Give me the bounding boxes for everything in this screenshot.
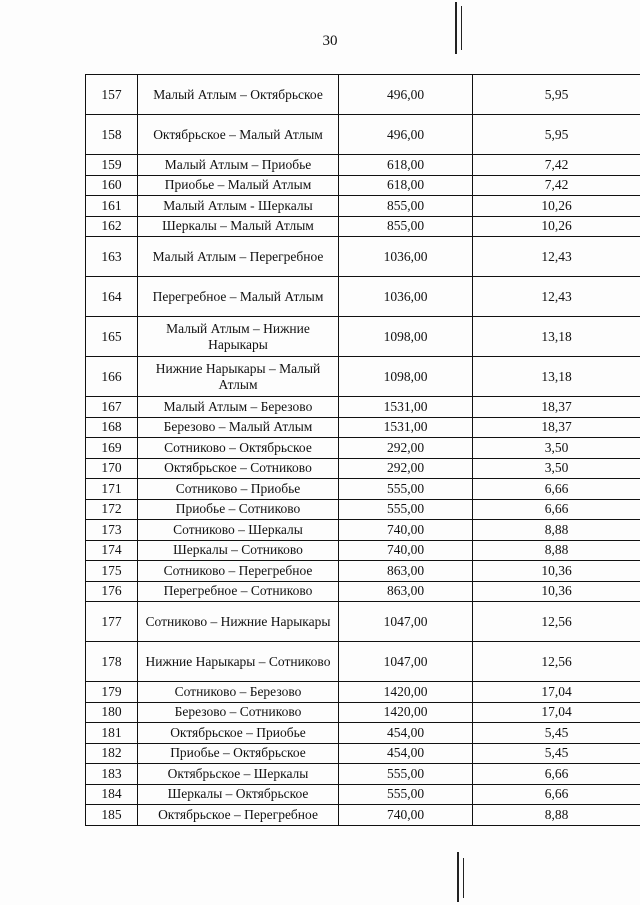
price-cell: 12,43 — [473, 277, 640, 317]
route-cell: Березово – Малый Атлым — [138, 417, 339, 438]
row-number-cell: 157 — [86, 75, 138, 115]
row-number-cell: 170 — [86, 458, 138, 479]
distance-cell: 555,00 — [339, 784, 473, 805]
route-cell: Нижние Нарыкары – Малый Атлым — [138, 357, 339, 397]
scan-mark-top-2 — [461, 6, 462, 50]
row-number-cell: 181 — [86, 723, 138, 744]
route-cell: Березово – Сотниково — [138, 702, 339, 723]
distance-cell: 855,00 — [339, 216, 473, 237]
row-number-cell: 179 — [86, 682, 138, 703]
table-row — [86, 75, 640, 115]
price-cell: 17,04 — [473, 682, 640, 703]
row-number-cell: 183 — [86, 764, 138, 785]
distance-cell: 618,00 — [339, 155, 473, 176]
table-row — [86, 743, 640, 764]
row-number-cell: 182 — [86, 743, 138, 764]
row-number-cell: 175 — [86, 561, 138, 582]
table-row — [86, 277, 640, 317]
distance-cell: 454,00 — [339, 743, 473, 764]
price-cell: 7,42 — [473, 155, 640, 176]
distance-cell: 1420,00 — [339, 682, 473, 703]
distance-cell: 496,00 — [339, 75, 473, 115]
distance-cell: 496,00 — [339, 115, 473, 155]
row-number-cell: 165 — [86, 317, 138, 357]
price-cell: 10,36 — [473, 581, 640, 602]
distance-cell: 740,00 — [339, 540, 473, 561]
table-row — [86, 764, 640, 785]
table-row — [86, 458, 640, 479]
table-row — [86, 784, 640, 805]
route-cell: Перегребное – Малый Атлым — [138, 277, 339, 317]
row-number-cell: 172 — [86, 499, 138, 520]
table-row — [86, 581, 640, 602]
table-row — [86, 317, 640, 357]
row-number-cell: 171 — [86, 479, 138, 500]
table-row — [86, 115, 640, 155]
route-cell: Сотниково – Шеркалы — [138, 520, 339, 541]
route-cell: Перегребное – Сотниково — [138, 581, 339, 602]
price-cell: 12,56 — [473, 602, 640, 642]
routes-table — [85, 74, 640, 826]
distance-cell: 740,00 — [339, 805, 473, 826]
table-row — [86, 602, 640, 642]
route-cell: Октябрьское – Перегребное — [138, 805, 339, 826]
distance-cell: 555,00 — [339, 499, 473, 520]
distance-cell: 1420,00 — [339, 702, 473, 723]
route-cell: Сотниково – Нижние Нарыкары — [138, 602, 339, 642]
price-cell: 10,36 — [473, 561, 640, 582]
distance-cell: 555,00 — [339, 479, 473, 500]
route-cell: Малый Атлым – Нижние Нарыкары — [138, 317, 339, 357]
route-cell: Приобье – Октябрьское — [138, 743, 339, 764]
table-row — [86, 357, 640, 397]
row-number-cell: 166 — [86, 357, 138, 397]
routes-table-body — [86, 75, 640, 826]
price-cell: 5,45 — [473, 723, 640, 744]
row-number-cell: 158 — [86, 115, 138, 155]
price-cell: 5,95 — [473, 115, 640, 155]
row-number-cell: 167 — [86, 397, 138, 418]
route-cell: Приобье – Сотниково — [138, 499, 339, 520]
table-row — [86, 723, 640, 744]
row-number-cell: 185 — [86, 805, 138, 826]
row-number-cell: 164 — [86, 277, 138, 317]
distance-cell: 1036,00 — [339, 277, 473, 317]
price-cell: 13,18 — [473, 317, 640, 357]
scan-mark-top — [455, 2, 457, 54]
row-number-cell: 178 — [86, 642, 138, 682]
distance-cell: 740,00 — [339, 520, 473, 541]
table-row — [86, 216, 640, 237]
distance-cell: 555,00 — [339, 764, 473, 785]
route-cell: Малый Атлым - Шеркалы — [138, 196, 339, 217]
distance-cell: 1047,00 — [339, 602, 473, 642]
route-cell: Малый Атлым – Березово — [138, 397, 339, 418]
distance-cell: 1531,00 — [339, 397, 473, 418]
route-cell: Октябрьское – Приобье — [138, 723, 339, 744]
table-row — [86, 561, 640, 582]
row-number-cell: 177 — [86, 602, 138, 642]
route-cell: Приобье – Малый Атлым — [138, 175, 339, 196]
table-row — [86, 196, 640, 217]
table-row — [86, 499, 640, 520]
distance-cell: 855,00 — [339, 196, 473, 217]
price-cell: 5,95 — [473, 75, 640, 115]
distance-cell: 454,00 — [339, 723, 473, 744]
table-row — [86, 682, 640, 703]
distance-cell: 292,00 — [339, 458, 473, 479]
distance-cell: 863,00 — [339, 561, 473, 582]
route-cell: Сотниково – Октябрьское — [138, 438, 339, 459]
row-number-cell: 180 — [86, 702, 138, 723]
table-row — [86, 520, 640, 541]
price-cell: 8,88 — [473, 805, 640, 826]
distance-cell: 1098,00 — [339, 357, 473, 397]
route-cell: Малый Атлым – Октябрьское — [138, 75, 339, 115]
distance-cell: 1047,00 — [339, 642, 473, 682]
price-cell: 18,37 — [473, 397, 640, 418]
price-cell: 18,37 — [473, 417, 640, 438]
row-number-cell: 160 — [86, 175, 138, 196]
table-row — [86, 479, 640, 500]
price-cell: 6,66 — [473, 499, 640, 520]
price-cell: 5,45 — [473, 743, 640, 764]
price-cell: 10,26 — [473, 196, 640, 217]
route-cell: Шеркалы – Октябрьское — [138, 784, 339, 805]
route-cell: Октябрьское – Малый Атлым — [138, 115, 339, 155]
distance-cell: 863,00 — [339, 581, 473, 602]
price-cell: 6,66 — [473, 784, 640, 805]
row-number-cell: 174 — [86, 540, 138, 561]
page-number: 30 — [322, 33, 338, 49]
table-row — [86, 702, 640, 723]
distance-cell: 1098,00 — [339, 317, 473, 357]
route-cell: Малый Атлым – Приобье — [138, 155, 339, 176]
price-cell: 7,42 — [473, 175, 640, 196]
table-row — [86, 175, 640, 196]
table-row — [86, 642, 640, 682]
table-row — [86, 805, 640, 826]
row-number-cell: 162 — [86, 216, 138, 237]
distance-cell: 618,00 — [339, 175, 473, 196]
price-cell: 8,88 — [473, 520, 640, 541]
route-cell: Октябрьское – Сотниково — [138, 458, 339, 479]
route-cell: Сотниково – Перегребное — [138, 561, 339, 582]
row-number-cell: 161 — [86, 196, 138, 217]
distance-cell: 1036,00 — [339, 237, 473, 277]
table-row — [86, 237, 640, 277]
scan-mark-bottom — [457, 852, 459, 902]
table-row — [86, 438, 640, 459]
row-number-cell: 169 — [86, 438, 138, 459]
route-cell: Малый Атлым – Перегребное — [138, 237, 339, 277]
price-cell: 17,04 — [473, 702, 640, 723]
price-cell: 6,66 — [473, 479, 640, 500]
distance-cell: 1531,00 — [339, 417, 473, 438]
row-number-cell: 176 — [86, 581, 138, 602]
price-cell: 13,18 — [473, 357, 640, 397]
price-cell: 6,66 — [473, 764, 640, 785]
route-cell: Октябрьское – Шеркалы — [138, 764, 339, 785]
table-row — [86, 397, 640, 418]
route-cell: Сотниково – Березово — [138, 682, 339, 703]
row-number-cell: 159 — [86, 155, 138, 176]
price-cell: 3,50 — [473, 438, 640, 459]
price-cell: 3,50 — [473, 458, 640, 479]
route-cell: Нижние Нарыкары – Сотниково — [138, 642, 339, 682]
route-cell: Шеркалы – Сотниково — [138, 540, 339, 561]
price-cell: 8,88 — [473, 540, 640, 561]
row-number-cell: 173 — [86, 520, 138, 541]
price-cell: 12,56 — [473, 642, 640, 682]
price-cell: 10,26 — [473, 216, 640, 237]
row-number-cell: 163 — [86, 237, 138, 277]
route-cell: Сотниково – Приобье — [138, 479, 339, 500]
scan-mark-bottom-2 — [463, 858, 464, 898]
route-cell: Шеркалы – Малый Атлым — [138, 216, 339, 237]
row-number-cell: 168 — [86, 417, 138, 438]
price-cell: 12,43 — [473, 237, 640, 277]
row-number-cell: 184 — [86, 784, 138, 805]
distance-cell: 292,00 — [339, 438, 473, 459]
table-row — [86, 540, 640, 561]
table-row — [86, 417, 640, 438]
table-row — [86, 155, 640, 176]
